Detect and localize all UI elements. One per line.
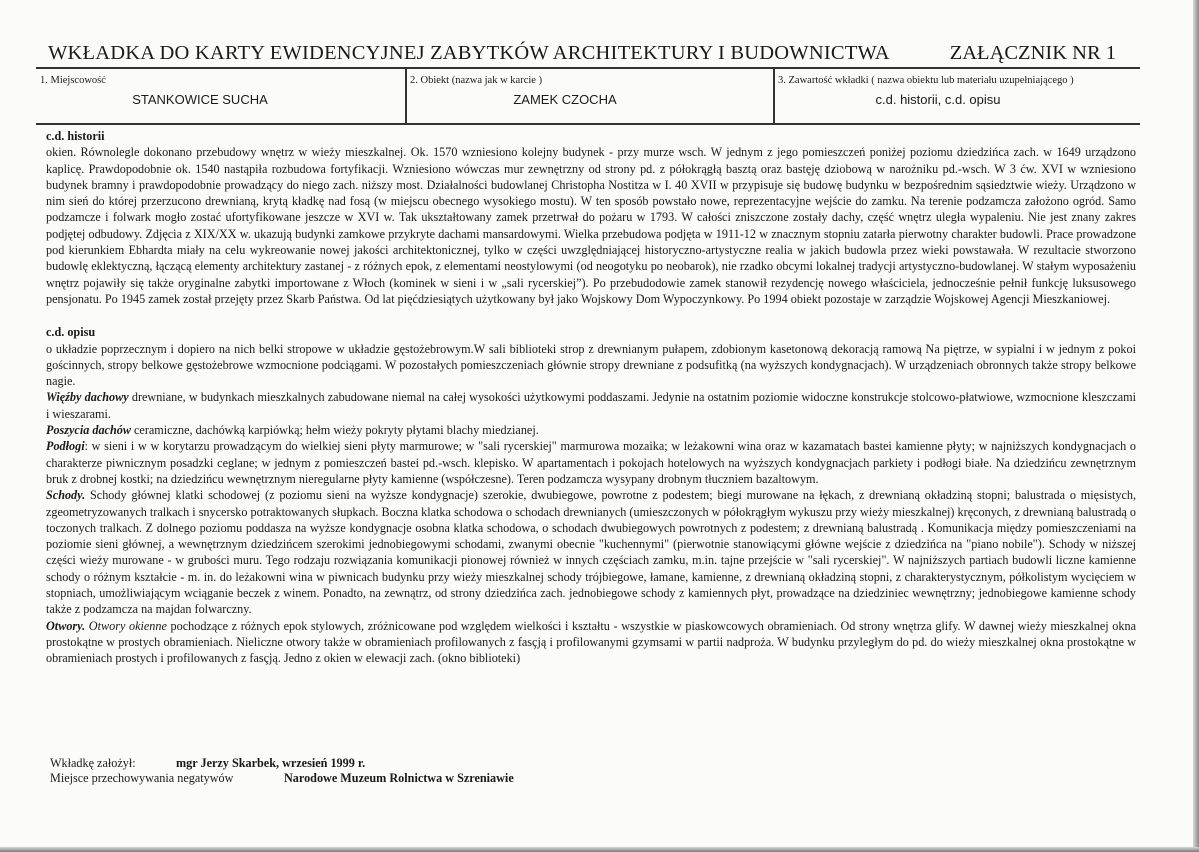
field-divider-1: [405, 67, 407, 124]
scan-edge-bottom: [0, 847, 1199, 852]
field-contents-label: 3. Zawartość wkładki ( nazwa obiektu lub materiału uzupełniającego ): [778, 75, 1074, 86]
floors-paragraph: [46, 438, 1136, 487]
openings-italic: Otwory okienne: [85, 618, 167, 633]
document-header: [36, 42, 1140, 70]
description-heading: c.d. opisu: [46, 325, 96, 340]
openings-text: pochodzące z różnych epok stylowych, zróżnicowane pod względem wielkości i kształtu - wszystkie w piaskowcowych obramieniach. Od strony wnętrza glify. W dawnej wieży mieszkalnej okna prostokątne w prostych obramieniach. Nieliczne otwory także w obramieniach profilowanych z fasçją i profilowanymi gzymsami w partii nadproża. W budynku przyległym do pd. do wieży mieszkalnej okna prostokątne w obramieniach prostych i profilowanych z fasçją. Jedno z okien w elewacji zach. (okno biblioteki): [46, 618, 1137, 666]
stairs-paragraph: [46, 487, 1136, 617]
roofing-text: ceramiczne, dachówką karpiówką; hełm wieży pokryty płytami blachy miedzianej.: [130, 423, 539, 438]
field-locality-value: STANKOWICE SUCHA: [132, 92, 268, 107]
header-rule-top: [36, 67, 1140, 69]
openings-lead: Otwory.: [46, 618, 86, 633]
stairs-lead: Schody.: [46, 488, 86, 503]
openings-paragraph: [46, 618, 1136, 667]
roof-truss-paragraph: [46, 389, 1136, 422]
document-title: WKŁADKA DO KARTY EWIDENCYJNEJ ZABYTKÓW ARCHITEKTURY I BUDOWNICTWA: [48, 42, 890, 64]
storage-value: Narodowe Muzeum Rolnictwa w Szreniawie: [284, 771, 514, 785]
field-object-value: ZAMEK CZOCHA: [513, 92, 617, 107]
roofing-paragraph: [46, 422, 1136, 438]
main-content: [46, 128, 1136, 667]
field-contents-value: c.d. historii, c.d. opisu: [875, 92, 1001, 107]
author-label: Wkładkę założył:: [50, 756, 136, 770]
storage-label: Miejsce przechowywania negatywów: [50, 771, 234, 785]
header-rule-bottom: [36, 123, 1140, 125]
floors-text: : w sieni i w w korytarzu prowadzącym do wielkiej sieni płyty marmurowe; w "sali rycerskiej" marmurowa mozaika; w leżakowni wina oraz w kazamatach bastei kamienne płyty; w najniższych kondygnacjach o charakterze piwnicznym posadzki ceglane; w jednym z pomieszczeń bastei pd.-wsch. klepisko. W apartamentach i pokojach hotelowych na wyższych kondygnacjach parkiety i podłogi białe. Na dziedzińcu zewnętrznym bruk z drobnej kostki; na dziedzińcu wewnętrznym nieregularne płyty kamienne (współczesne). Teren podzamcza wysypany drobnym tłuczniem bazaltowym.: [46, 439, 1136, 486]
history-text: okien. Równolegle dokonano przebudowy wnętrz w wieży mieszkalnej. Ok. 1570 wzniesiono kolejny budynek - przy murze wsch. W jednym z jego pomieszczeń poniżej poziomu dziedzińca zach. w 1649 urządzono kaplicę. Prawdopodobnie ok. 1540 nastąpiła rozbudowa fortyfikacji. Wzniesiono wówczas mur zewnętrzny od strony pd. z półokrągłą basztą oraz bastęję dziobową w narożniku pd.-wsch. W 3 ćw. XVI w wzniesiono budynek bramny i prawdopodobnie prowadzący do niego zach. niższy most. Działalności budowlanej Christopha Nostitza w I. 40 XVII w przypisuje się budowę budynku w bezpośrednim sąsiedztwie wieży. Urządzono w nim sień do której przerzucono drewnianą, krytą kładkę nad fosą (w miejscu obecnego wysokiego mostu). W ten sposób powstało nowe, reprezentacyjne wejście do zamku. Na terenie podzamcza założono ogród. Samo podzamcze i folwark mogło zostać ufortyfikowane jeszcze w XVI w. Tak ukształtowany zamek przetrwał do pożaru w 1793. W całości zniszczone zostały dachy, część wnętrz uległa wypaleniu. Nie jest znany zakres podjętej odbudowy. Zdjęcia z XIX/XX w. ukazują budynki zamkowe przykryte dachami mansardowymi. Wielka przebudowa podjęta w 1911-12 w znacznym stopniu zatarła pierwotny charakter budowli. Prace prowadzone pod kierunkiem Ebhardta miały na celu wykreowanie nowej jakości architektonicznej, tylko w części uwzględniającej historyczno-artystyczne realia w jakich budowla przez wieki powstawała. W rezultacie stworzono budowlę eklektyczną, łączącą elementy architektury zastanej - z różnych epok, z elementami neostylowymi (od neogotyku po neobarok), nie rzadko obcymi lokalnej tradycji artystyczno-budowlanej. W stałym wyposażeniu wnętrz pojawiły się także oryginalne zabytki importowane z Włoch (kominek w sieni i w „sali rycerskiej”). Po przebudodowie zamek stanowił rezydencję nowego właściciela, jednocześnie pełnił funkcję luksusowego pensjonatu. Po 1945 zamek został przejęty przez Skarb Państwa. Od lat pięćdziesiątych użytkowany był jako Wojskowy Dom Wypoczynkowy. Po 1994 obiekt pozostaje w zarządzie Wojskowej Agencji Mieszkaniowej.: [46, 145, 1136, 306]
scan-edge-right: [1193, 0, 1199, 852]
field-divider-2: [773, 67, 775, 124]
field-object-label: 2. Obiekt (nazwa jak w karcie ): [410, 75, 543, 86]
annex-number: ZAŁĄCZNIK NR 1: [949, 42, 1116, 64]
stairs-text: Schody głównej klatki schodowej (z poziomu sieni na wyższe kondygnacje) szerokie, dwubiegowe, powrotne z podestem; biegi murowane na łękach, z drewnianą okładziną stopni; balustrada o mięsistych, zgeometryzowanych tralkach i snycersko potraktowanych słupkach. Boczna klatka schodowa o schodach drewnianych (umieszczonych w półokrągłym wykuszu przy wieży mieszkalnej) kręconych, z drewnianą balustradą o toczonych tralkach. Z dolnego poziomu poddasza na wyższe kondygnacje osobna klatka schodowa, o schodach dwubiegowych powrotnych z podestem; z drewnianą balustradą . Komunikacja między pomieszczeniami na poziomie sieni głównej, a wewnętrznym dziedzińcem szerokimi jednobiegowymi schodami, zwanymi obecnie "kuchennymi" (pierwotnie stanowiącymi główne wejście z dziedzińca na "piano nobile"). Schody w niższej części wieży murowane - w grubości muru. Tego rodzaju rozwiązania komunikacji pionowej również w innych częściach zamku, m.in. tajne przejście w "sali rycerskiej". W najniższych partiach budowli liczne kamienne schody o różnym kształcie - m. in. do leżakowni wina w piwnicach budynku przy wieży mieszkalnej schody trójbiegowe, łamane, kamienne, z drewnianą okładziną stopni, z charakterystycznym, półkolistym wycięciem w stopniach, umożliwiającym wciąganie beczek z winem. Ponadto, na zewnątrz, od strony dziedzińca zach. jednobiegowe schody z kamiennych płyt, prowadzące na dziedziniec wewnętrzny; jednobiegowe kamienne schody także z podzamcza na majdan folwarczny.: [46, 488, 1136, 617]
history-heading: c.d. historii: [46, 129, 105, 143]
description-intro: o układzie poprzecznym i dopiero na nich belki stropowe w układzie gęstożebrowym.W sali biblioteki strop z drewnianym pułapem, zdobionym kasetonową dekoracją ramową Na piętrze, w sypialni i w jednym z pokoi gościnnych, stropy belkowe gęstożebrowe wzmocnione podciągami. W pozostałych pomieszczeniach głównie stropy drewniane z podsufitką (na wyższych kondygnacjach). W urządzeniach obronnych także stropy belkowe nagie.: [46, 341, 1136, 389]
field-locality-label: 1. Miejscowość: [40, 75, 106, 86]
roof-truss-text: drewniane, w budynkach mieszkalnych zabudowane niemal na całej wysokości użytkowymi poddaszami. Jedynie na ostatnim poziomie widoczne konstrukcje stolcowo-płatwiowe, wzmocnione kleszczami i wieszarami.: [46, 390, 1136, 421]
author-value: mgr Jerzy Skarbek, wrzesień 1999 r.: [176, 756, 366, 770]
roof-truss-lead: Więźby dachowy: [46, 390, 129, 405]
floors-lead: Podłogi: [46, 439, 85, 454]
roofing-lead: Poszycia dachów: [46, 423, 131, 438]
